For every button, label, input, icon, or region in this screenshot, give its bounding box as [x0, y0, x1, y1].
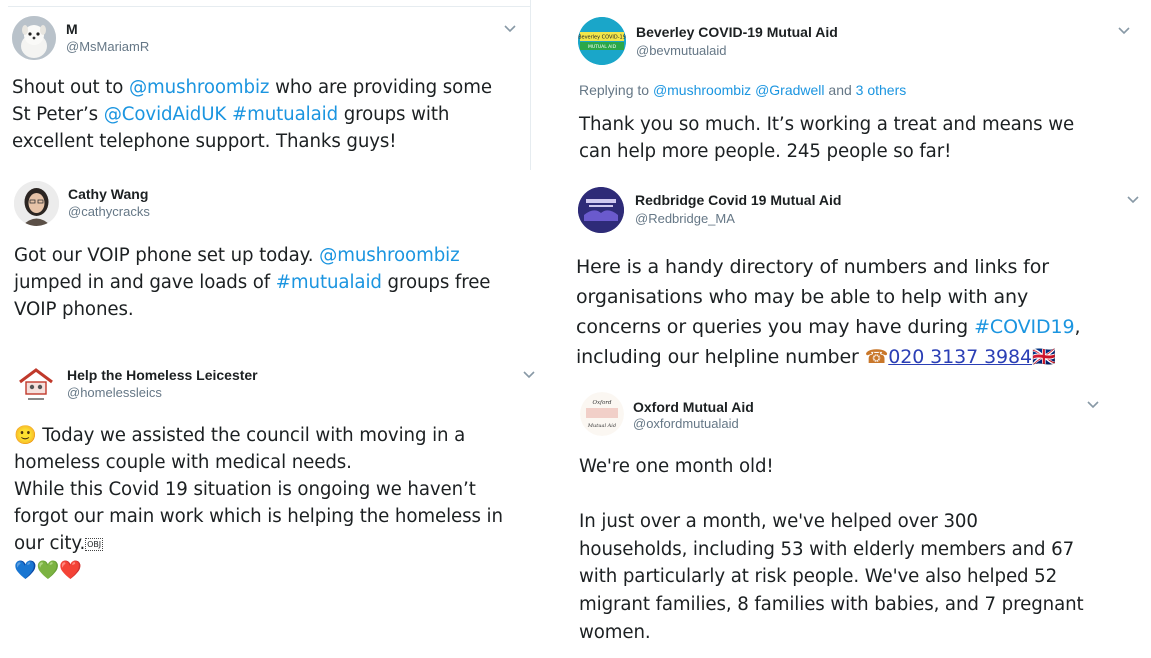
logo-text: Beverley COVID-19	[578, 34, 626, 41]
tweet-bevmutualaid	[560, 0, 1151, 180]
text-segment: Here is a handy directory of numbers and links for	[576, 256, 1050, 278]
tweet-line	[579, 138, 1074, 165]
text-segment: St Peter’s	[12, 104, 104, 125]
text-segment: households, including 53 with elderly members and 67	[579, 538, 1075, 560]
logo-text: Mutual Aid	[587, 423, 617, 429]
redbridge-logo-icon	[578, 187, 624, 233]
link[interactable]: #COVID19	[974, 316, 1075, 338]
text-segment: organisations who may be able to help with any	[576, 286, 1029, 308]
tweet-line	[576, 342, 1080, 372]
tweet-line	[14, 269, 490, 296]
text-segment: groups with	[338, 104, 450, 125]
tweet-text	[14, 422, 503, 584]
phone-icon: ☎	[864, 346, 889, 368]
caret-down-icon[interactable]	[1126, 194, 1140, 204]
text-segment: We're one month old!	[579, 456, 774, 477]
text-segment: and	[824, 82, 856, 98]
text-segment: Shout out to	[12, 77, 129, 98]
caret-down-icon[interactable]	[522, 369, 536, 379]
beverley-logo-icon	[578, 17, 626, 65]
text-segment: including our helpline number	[576, 346, 865, 368]
tweet-homelessleics	[0, 352, 540, 658]
tweet-line	[579, 591, 1084, 619]
text-segment: groups free	[381, 272, 491, 293]
tweet-line	[576, 312, 1080, 342]
text-segment: ,	[1074, 316, 1081, 338]
link[interactable]: @CovidAidUK	[103, 104, 227, 125]
tweet-msmariamr	[0, 0, 530, 170]
handle[interactable]: @homelessleics	[67, 385, 162, 400]
handle[interactable]: @oxfordmutualaid	[633, 416, 739, 431]
tweet-line	[14, 449, 503, 476]
caret-down-icon[interactable]	[1086, 399, 1100, 409]
house-logo-icon	[14, 360, 58, 404]
text-segment: excellent telephone support. Thanks guys!	[12, 131, 397, 152]
logo-text: Oxford	[592, 400, 612, 406]
link[interactable]: 3 others	[855, 82, 907, 98]
display-name[interactable]: Redbridge Covid 19 Mutual Aid	[635, 192, 842, 208]
tweet-cathycracks	[0, 170, 530, 350]
tweet-line	[14, 296, 490, 323]
tweet-text	[576, 252, 1080, 372]
column-divider	[530, 0, 531, 170]
tweet-line	[14, 530, 503, 557]
avatar-logo[interactable]	[578, 17, 626, 65]
text-segment: women.	[579, 621, 651, 643]
handle[interactable]: @Redbridge_MA	[635, 211, 735, 226]
text-segment: VOIP phones.	[14, 299, 134, 320]
tweet-line	[579, 508, 1084, 536]
tweet-line	[576, 282, 1080, 312]
tweet-line	[14, 557, 503, 584]
display-name[interactable]: Help the Homeless Leicester	[67, 367, 258, 383]
handle[interactable]: @cathycracks	[68, 204, 150, 219]
text-segment: with particularly at risk people. We've also helped 52	[579, 566, 1058, 588]
link[interactable]: @mushroombiz	[128, 77, 270, 98]
tweet-line	[579, 563, 1084, 591]
avatar-logo[interactable]	[580, 392, 624, 436]
caret-down-icon[interactable]	[1117, 25, 1131, 35]
replying-to	[579, 82, 906, 98]
link[interactable]: #mutualaid	[231, 104, 339, 125]
logo-text: MUTUAL AID	[587, 45, 617, 50]
tweet-text	[12, 74, 492, 155]
text-segment: can help more people. 245 people so far!	[579, 141, 952, 162]
oxford-logo-icon	[580, 392, 624, 436]
display-name[interactable]: Oxford Mutual Aid	[633, 399, 754, 415]
text-segment: Got our VOIP phone set up today.	[14, 245, 320, 266]
avatar-logo[interactable]	[578, 187, 624, 233]
text-segment: Replying to	[579, 82, 653, 98]
text-segment: who are providing some	[269, 77, 492, 98]
tweet-text	[579, 111, 1074, 165]
tweet-line	[14, 476, 503, 503]
tweet-line	[579, 453, 1084, 481]
tweet-line	[14, 422, 503, 449]
link[interactable]: #mutualaid	[275, 272, 382, 293]
avatar[interactable]	[12, 16, 56, 60]
tweet-line	[14, 503, 503, 530]
text-segment: While this Covid 19 situation is ongoing we haven’t	[14, 479, 476, 500]
text-segment: jumped in and gave loads of	[14, 272, 276, 293]
text-segment: 🙂 Today we assisted the council with moving in a	[14, 425, 466, 446]
tweet-line	[12, 74, 492, 101]
text-segment: 💙💚❤️	[14, 560, 82, 581]
tweet-line	[12, 128, 492, 155]
link[interactable]: @mushroombiz @Gradwell	[652, 82, 825, 98]
text-segment: our city.	[14, 533, 86, 554]
tweet-line	[579, 111, 1074, 138]
text-segment: In just over a month, we've helped over 300	[579, 511, 978, 533]
tweet-line	[579, 481, 1084, 509]
tweet-oxfordmutualaid	[560, 385, 1151, 658]
text-segment: 🇬🇧	[1032, 346, 1056, 368]
tweet-line	[576, 252, 1080, 282]
tweet-line	[579, 536, 1084, 564]
avatar[interactable]	[14, 360, 58, 404]
tweet-redbridge-ma	[560, 180, 1151, 380]
tweet-line	[12, 101, 492, 128]
text-segment: homeless couple with medical needs.	[14, 452, 352, 473]
tweet-text	[14, 242, 490, 323]
handle[interactable]: @MsMariamR	[66, 39, 150, 54]
text-segment: Thank you so much. It’s working a treat and means we	[579, 114, 1075, 135]
link[interactable]: @mushroombiz	[319, 245, 460, 266]
caret-down-icon[interactable]	[503, 23, 517, 33]
object-placeholder: OBJ	[87, 540, 102, 549]
text-segment: migrant families, 8 families with babies, and 7 pregnant	[579, 593, 1084, 615]
tweet-line	[579, 619, 1084, 647]
display-name[interactable]: Beverley COVID-19 Mutual Aid	[636, 24, 838, 40]
display-name[interactable]: Cathy Wang	[68, 186, 149, 202]
top-divider	[8, 6, 530, 7]
dog-avatar-icon	[12, 16, 56, 60]
phone-number-link[interactable]: 020 3137 3984	[888, 346, 1033, 368]
handle[interactable]: @bevmutualaid	[636, 43, 727, 58]
display-name[interactable]: M	[66, 21, 78, 37]
avatar[interactable]	[14, 181, 59, 226]
tweet-line	[14, 242, 490, 269]
tweet-text	[579, 453, 1084, 646]
person-avatar-icon	[14, 181, 59, 226]
text-segment: concerns or queries you may have during	[576, 316, 975, 338]
text-segment: forgot our main work which is helping the homeless in	[14, 506, 503, 527]
